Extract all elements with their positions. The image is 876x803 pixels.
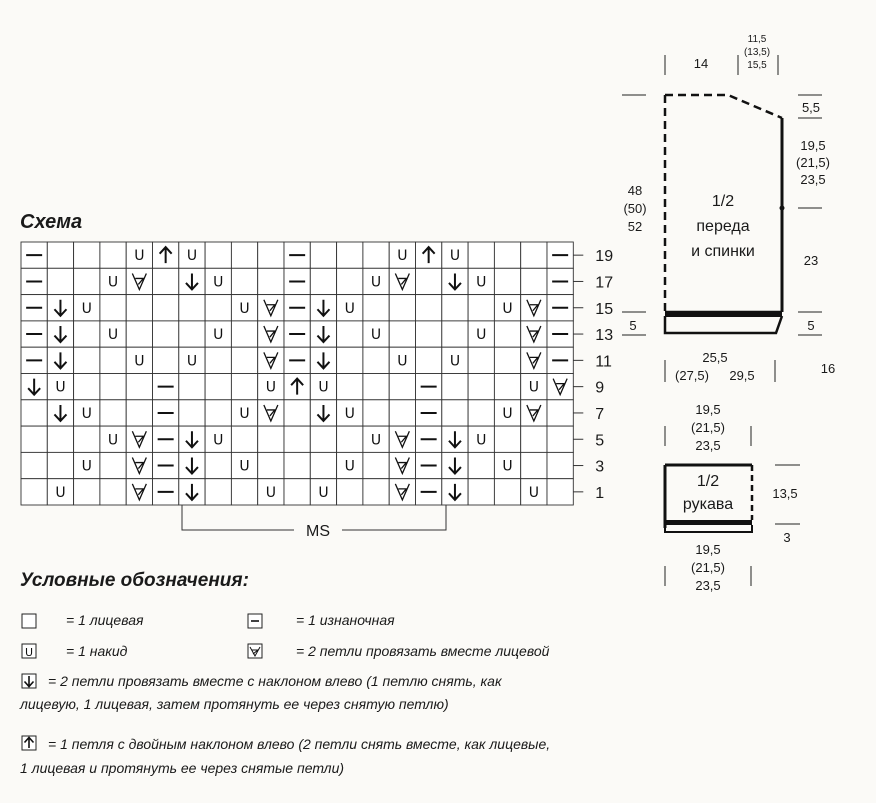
yarn-over-symbol-icon: U	[81, 300, 92, 317]
yarn-over-symbol-icon: U	[476, 274, 487, 291]
armhole-height-2: (21,5)	[796, 155, 830, 170]
chart-cell	[416, 295, 442, 321]
chart-cell	[363, 242, 389, 268]
chart-cell	[100, 374, 126, 400]
knit-symbol-icon	[22, 614, 36, 628]
chart-cell	[363, 374, 389, 400]
chart-cell	[337, 479, 363, 505]
row-number: 3	[595, 458, 605, 476]
yarn-over-symbol-icon: U	[134, 353, 145, 370]
chart-cell	[100, 242, 126, 268]
side-height-dim: 23	[803, 253, 819, 268]
yarn-over-symbol-icon: U	[344, 405, 355, 422]
total-height-2: (50)	[623, 201, 647, 216]
chart-cell	[21, 400, 47, 426]
sleeve-bottom-width-2: (21,5)	[691, 560, 725, 575]
chart-cell	[389, 295, 415, 321]
legend-k2tog-text: = 2 петли провязать вместе лицевой	[296, 643, 550, 659]
chart-cell	[179, 295, 205, 321]
legend-knit	[22, 612, 144, 628]
chart-cell	[47, 426, 73, 452]
legend-double-decrease	[20, 736, 550, 776]
chart-cell	[74, 479, 100, 505]
chart-cell	[363, 347, 389, 373]
chart-cell	[258, 242, 284, 268]
chart-cell	[389, 321, 415, 347]
armhole-height-1: 19,5	[800, 138, 826, 153]
chart-cell	[179, 400, 205, 426]
sleeve-top-width-1: 19,5	[695, 402, 721, 417]
chart-cell	[337, 268, 363, 294]
body-width-2: (27,5)	[675, 368, 709, 383]
yarn-over-symbol-icon: U	[449, 248, 461, 265]
yarn-over-symbol-icon: U	[397, 353, 408, 370]
chart-cell	[21, 426, 47, 452]
chart-cell	[47, 452, 73, 478]
yarn-over-symbol-icon: U	[370, 327, 382, 344]
chart-cell	[21, 479, 47, 505]
row-number: 5	[595, 432, 605, 450]
legend-purl-text: = 1 изнаночная	[296, 612, 395, 628]
legend-k2tog	[248, 643, 550, 659]
yarn-over-symbol-icon: U	[318, 484, 329, 501]
chart-cell	[363, 452, 389, 478]
yarn-over-symbol-icon: U	[449, 353, 461, 370]
legend-ssk-text-2: лицевую, 1 лицевая, затем протянуть ее через снятую петлю)	[20, 696, 449, 712]
chart-cell	[205, 374, 231, 400]
yarn-over-symbol-icon: U	[239, 458, 250, 475]
chart-cell	[74, 321, 100, 347]
body-schematic	[622, 34, 835, 383]
yarn-over-symbol-icon: U	[528, 484, 539, 501]
sleeve-height-dim: 13,5	[772, 486, 798, 501]
chart-cell	[547, 479, 573, 505]
chart-cell	[389, 400, 415, 426]
yarn-over-symbol-icon: U	[397, 248, 408, 265]
legend-yarn-over	[22, 643, 128, 659]
legend-ssk-text-1: = 2 петли провязать вместе с наклоном влево (1 петлю снять, как	[48, 673, 502, 689]
chart-cell	[179, 321, 205, 347]
chart-cell	[494, 479, 520, 505]
body-width-3: 29,5	[729, 368, 755, 383]
yarn-over-symbol-icon: U	[81, 405, 92, 422]
armhole-height-3: 23,5	[800, 172, 826, 187]
total-height-3: 52	[627, 219, 643, 234]
chart-cell	[310, 426, 336, 452]
yarn-over-symbol-icon: U	[213, 274, 224, 291]
chart-cell	[416, 347, 442, 373]
chart-cell	[153, 347, 179, 373]
svg-text:U: U	[24, 646, 34, 659]
row-number: 13	[595, 327, 614, 345]
chart-cell	[416, 268, 442, 294]
chart-cell	[468, 374, 494, 400]
total-height-1: 48	[627, 183, 643, 198]
chart-cell	[74, 374, 100, 400]
chart-cell	[47, 268, 73, 294]
chart-cell	[468, 452, 494, 478]
chart-cell	[284, 400, 310, 426]
chart-cell	[416, 321, 442, 347]
yarn-over-symbol-icon: U	[107, 274, 119, 291]
chart-cell	[205, 347, 231, 373]
yarn-over-symbol-icon: U	[107, 327, 119, 344]
chart-cell	[74, 268, 100, 294]
chart-cell	[468, 479, 494, 505]
row-number: 11	[595, 353, 612, 371]
chart-cell	[100, 400, 126, 426]
yarn-over-symbol-icon: U	[186, 248, 198, 265]
chart-cell	[310, 268, 336, 294]
sleeve-top-width-2: (21,5)	[691, 420, 725, 435]
chart-cell	[284, 479, 310, 505]
shoulder-width-3: 15,5	[747, 60, 767, 71]
chart-cell	[100, 347, 126, 373]
yarn-over-symbol-icon: U	[502, 300, 513, 317]
chart-cell	[231, 479, 257, 505]
chart-cell	[205, 242, 231, 268]
row-number: 9	[595, 379, 605, 397]
sleeve-bottom-width-1: 19,5	[695, 542, 721, 557]
row-number: 19	[595, 248, 614, 266]
chart-cell	[231, 321, 257, 347]
hem-left-dim: 5	[629, 318, 637, 333]
chart-cell	[547, 400, 573, 426]
yarn-over-symbol-icon: U	[476, 327, 487, 344]
yarn-over-symbol-icon: U	[134, 248, 145, 265]
yarn-over-symbol-icon: U	[344, 300, 355, 317]
chart-cell	[363, 479, 389, 505]
chart-cell	[442, 321, 468, 347]
chart-cell	[337, 374, 363, 400]
chart-cell	[547, 452, 573, 478]
chart-cell	[126, 321, 152, 347]
legend-ssk	[19, 673, 503, 712]
chart-cell	[231, 268, 257, 294]
yarn-over-symbol-icon: U	[239, 405, 250, 422]
chart-cell	[153, 295, 179, 321]
yarn-over-symbol-icon: U	[265, 484, 276, 501]
legend-yarn-over-text: = 1 накид	[66, 643, 128, 659]
shoulder-width-2: (13,5)	[743, 47, 771, 58]
yarn-over-symbol-icon: U	[81, 458, 92, 475]
chart-cell	[231, 242, 257, 268]
chart-cell	[74, 347, 100, 373]
chart-cell	[468, 295, 494, 321]
sleeve-cuff-dim: 3	[783, 530, 791, 545]
chart-cell	[494, 426, 520, 452]
chart-cell	[258, 426, 284, 452]
legend-title: Условные обозначения:	[20, 570, 249, 591]
chart-cell	[468, 347, 494, 373]
chart-cell	[284, 426, 310, 452]
yarn-over-symbol-icon: U	[370, 432, 382, 449]
chart-cell	[100, 452, 126, 478]
chart-cell	[521, 268, 547, 294]
neck-width-dim: 14	[693, 56, 709, 71]
body-label-2: переда	[696, 218, 750, 235]
chart-cell	[205, 295, 231, 321]
chart-row-numbers	[573, 248, 613, 502]
sleeve-bottom-width-3: 23,5	[695, 578, 721, 593]
yarn-over-symbol-icon: U	[265, 379, 276, 396]
chart-cell	[442, 295, 468, 321]
chart-cell	[21, 452, 47, 478]
chart-cell	[258, 452, 284, 478]
chart-cell	[521, 242, 547, 268]
chart-cell	[468, 242, 494, 268]
ms-label: MS	[306, 523, 330, 540]
chart-cell	[337, 242, 363, 268]
sleeve-label-1: 1/2	[696, 473, 720, 490]
chart-cell	[494, 321, 520, 347]
chart-cell	[100, 479, 126, 505]
chart-cell	[205, 400, 231, 426]
chart-cell	[547, 426, 573, 452]
chart-cell	[153, 268, 179, 294]
chart-cell	[363, 400, 389, 426]
body-label-1: 1/2	[711, 193, 735, 210]
yarn-over-symbol-icon: U	[476, 432, 487, 449]
body-width-extra: 16	[820, 361, 836, 376]
chart-cell	[74, 426, 100, 452]
legend-double-decrease-text-1: = 1 петля с двойным наклоном влево (2 петли снять вместе, как лицевые,	[48, 736, 551, 752]
chart-cell	[468, 400, 494, 426]
chart-cell	[494, 374, 520, 400]
chart-title: Схема	[20, 211, 83, 233]
chart-cell	[231, 347, 257, 373]
row-number: 15	[595, 300, 614, 318]
chart-cell	[494, 242, 520, 268]
sleeve-top-width-3: 23,5	[695, 438, 721, 453]
yarn-over-symbol-icon: U	[370, 274, 382, 291]
ms-repeat-bracket	[182, 505, 446, 540]
yarn-over-symbol-icon: U	[239, 300, 250, 317]
chart-cell	[100, 295, 126, 321]
legend-knit-text: = 1 лицевая	[66, 612, 144, 628]
yarn-over-symbol-icon: U	[528, 379, 539, 396]
chart-cell	[258, 268, 284, 294]
chart-cell	[126, 400, 152, 426]
chart-cell	[337, 347, 363, 373]
body-width-1: 25,5	[702, 350, 728, 365]
chart-cell	[74, 242, 100, 268]
sleeve-label-2: рукава	[682, 496, 734, 513]
chart-cell	[337, 426, 363, 452]
row-number: 7	[595, 405, 605, 423]
hem-right-dim: 5	[807, 318, 815, 333]
sleeve-schematic	[665, 402, 800, 593]
chart-cell	[442, 400, 468, 426]
chart-cell	[521, 452, 547, 478]
yarn-over-symbol-icon: U	[107, 432, 119, 449]
chart-cell	[231, 374, 257, 400]
yarn-over-symbol-icon: U	[318, 379, 329, 396]
yarn-over-symbol-icon: U	[344, 458, 355, 475]
yarn-over-symbol-icon: U	[55, 484, 66, 501]
chart-cell	[231, 426, 257, 452]
chart-cell	[126, 295, 152, 321]
chart-cell	[521, 426, 547, 452]
chart-cell	[389, 374, 415, 400]
shoulder-drop-dim: 5,5	[801, 100, 821, 115]
chart-cell	[494, 268, 520, 294]
chart-cell	[337, 321, 363, 347]
chart-cell	[494, 347, 520, 373]
yarn-over-symbol-icon: U	[502, 405, 513, 422]
chart-cell	[153, 321, 179, 347]
row-number: 1	[595, 484, 605, 502]
row-number: 17	[595, 274, 614, 292]
chart-cell	[205, 452, 231, 478]
chart-cell	[284, 452, 310, 478]
chart-cell	[363, 295, 389, 321]
body-label-3: и спинки	[691, 243, 755, 260]
yarn-over-symbol-icon: U	[213, 327, 224, 344]
shoulder-width-1: 11,5	[747, 34, 767, 45]
yarn-over-symbol-icon: U	[186, 353, 198, 370]
legend-double-decrease-text-2: 1 лицевая и протянуть ее через снятые петли)	[20, 760, 345, 776]
chart-cell	[310, 242, 336, 268]
stitch-chart-grid	[21, 242, 573, 505]
yarn-over-symbol-icon: U	[55, 379, 66, 396]
yarn-over-symbol-icon: U	[213, 432, 224, 449]
chart-cell	[442, 374, 468, 400]
yarn-over-symbol-icon: U	[502, 458, 513, 475]
chart-cell	[126, 374, 152, 400]
chart-cell	[47, 242, 73, 268]
chart-cell	[310, 452, 336, 478]
chart-cell	[205, 479, 231, 505]
legend-purl	[248, 612, 395, 628]
chart-cell	[179, 374, 205, 400]
